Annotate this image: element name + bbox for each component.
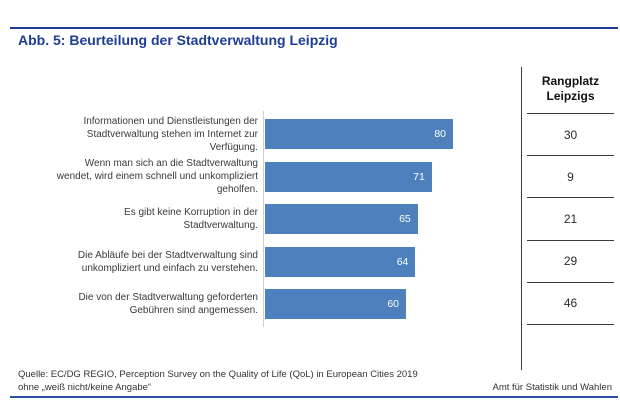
category-label-line: unkompliziert und einfach zu verstehen. (81, 262, 258, 274)
source-line-2: ohne „weiß nicht/keine Angabe“ (18, 382, 152, 393)
category-label-line: Informationen und Dienstleistungen der (83, 115, 258, 127)
bar-value-label: 65 (399, 213, 411, 226)
rank-header-line-2: Leipzigs (546, 89, 595, 103)
chart-row (18, 198, 513, 241)
category-label-line: Wenn man sich an die Stadtverwaltung (84, 158, 258, 170)
rank-cell: 30 (527, 114, 614, 156)
chart-row (18, 113, 513, 156)
figure-title: Abb. 5: Beurteilung der Stadtverwaltung Leipzig (18, 32, 338, 48)
value-bar (265, 247, 415, 277)
top-divider-rule (10, 27, 618, 29)
bar-value-label: 80 (434, 128, 446, 141)
rank-header-line-1: Rangplatz (541, 74, 600, 88)
source-line-1: Quelle: EC/DG REGIO, Perception Survey on the Quality of Life (QoL) in European Cities 2019 (18, 369, 418, 380)
category-label-line: Verfügung. (209, 141, 258, 153)
bar-zone (265, 156, 513, 199)
category-label-line: Gebühren sind angemessen. (129, 305, 258, 317)
value-bar (265, 162, 432, 192)
category-label (18, 157, 258, 196)
category-label-line: Stadtverwaltung stehen im Internet zur (86, 128, 258, 140)
bar-value-label: 60 (387, 298, 399, 311)
bottom-divider-rule (10, 396, 618, 398)
value-bar (265, 289, 406, 319)
bar-zone (265, 283, 513, 326)
rank-cell: 21 (527, 198, 614, 240)
rank-cells (527, 114, 614, 325)
category-label-line: Die Abläufe bei der Stadtverwaltung sind (77, 249, 258, 261)
category-label-line: geholfen. (216, 184, 258, 196)
bar-zone (265, 113, 513, 156)
category-label-line: Die von der Stadtverwaltung geforderten (78, 292, 258, 304)
bar-value-label: 64 (396, 255, 409, 268)
category-label-line: wendet, wird einem schnell und unkompliziert (56, 171, 258, 183)
agency-credit: Amt für Statistik und Wahlen (492, 382, 612, 393)
bar-value-label: 71 (413, 170, 425, 183)
chart-row (18, 156, 513, 199)
category-label (18, 291, 258, 317)
rank-column-header (527, 67, 614, 114)
rank-cell: 29 (527, 241, 614, 283)
value-bar (265, 204, 418, 234)
category-axis-line (263, 111, 264, 327)
rank-cell: 46 (527, 283, 614, 325)
chart-row (18, 283, 513, 326)
rank-cell: 9 (527, 156, 614, 198)
category-label (18, 115, 258, 154)
category-label (18, 206, 258, 232)
bar-zone (265, 198, 513, 241)
chart-rows (18, 113, 513, 326)
value-bar (265, 119, 453, 149)
rank-column (521, 67, 618, 370)
category-label (18, 249, 258, 275)
chart-row (18, 241, 513, 284)
bar-zone (265, 241, 513, 284)
bar-chart (18, 113, 513, 326)
rank-column-inner (527, 67, 614, 325)
category-label-line: Es gibt keine Korruption in der (124, 207, 258, 219)
category-label-line: Stadtverwaltung. (183, 220, 258, 232)
